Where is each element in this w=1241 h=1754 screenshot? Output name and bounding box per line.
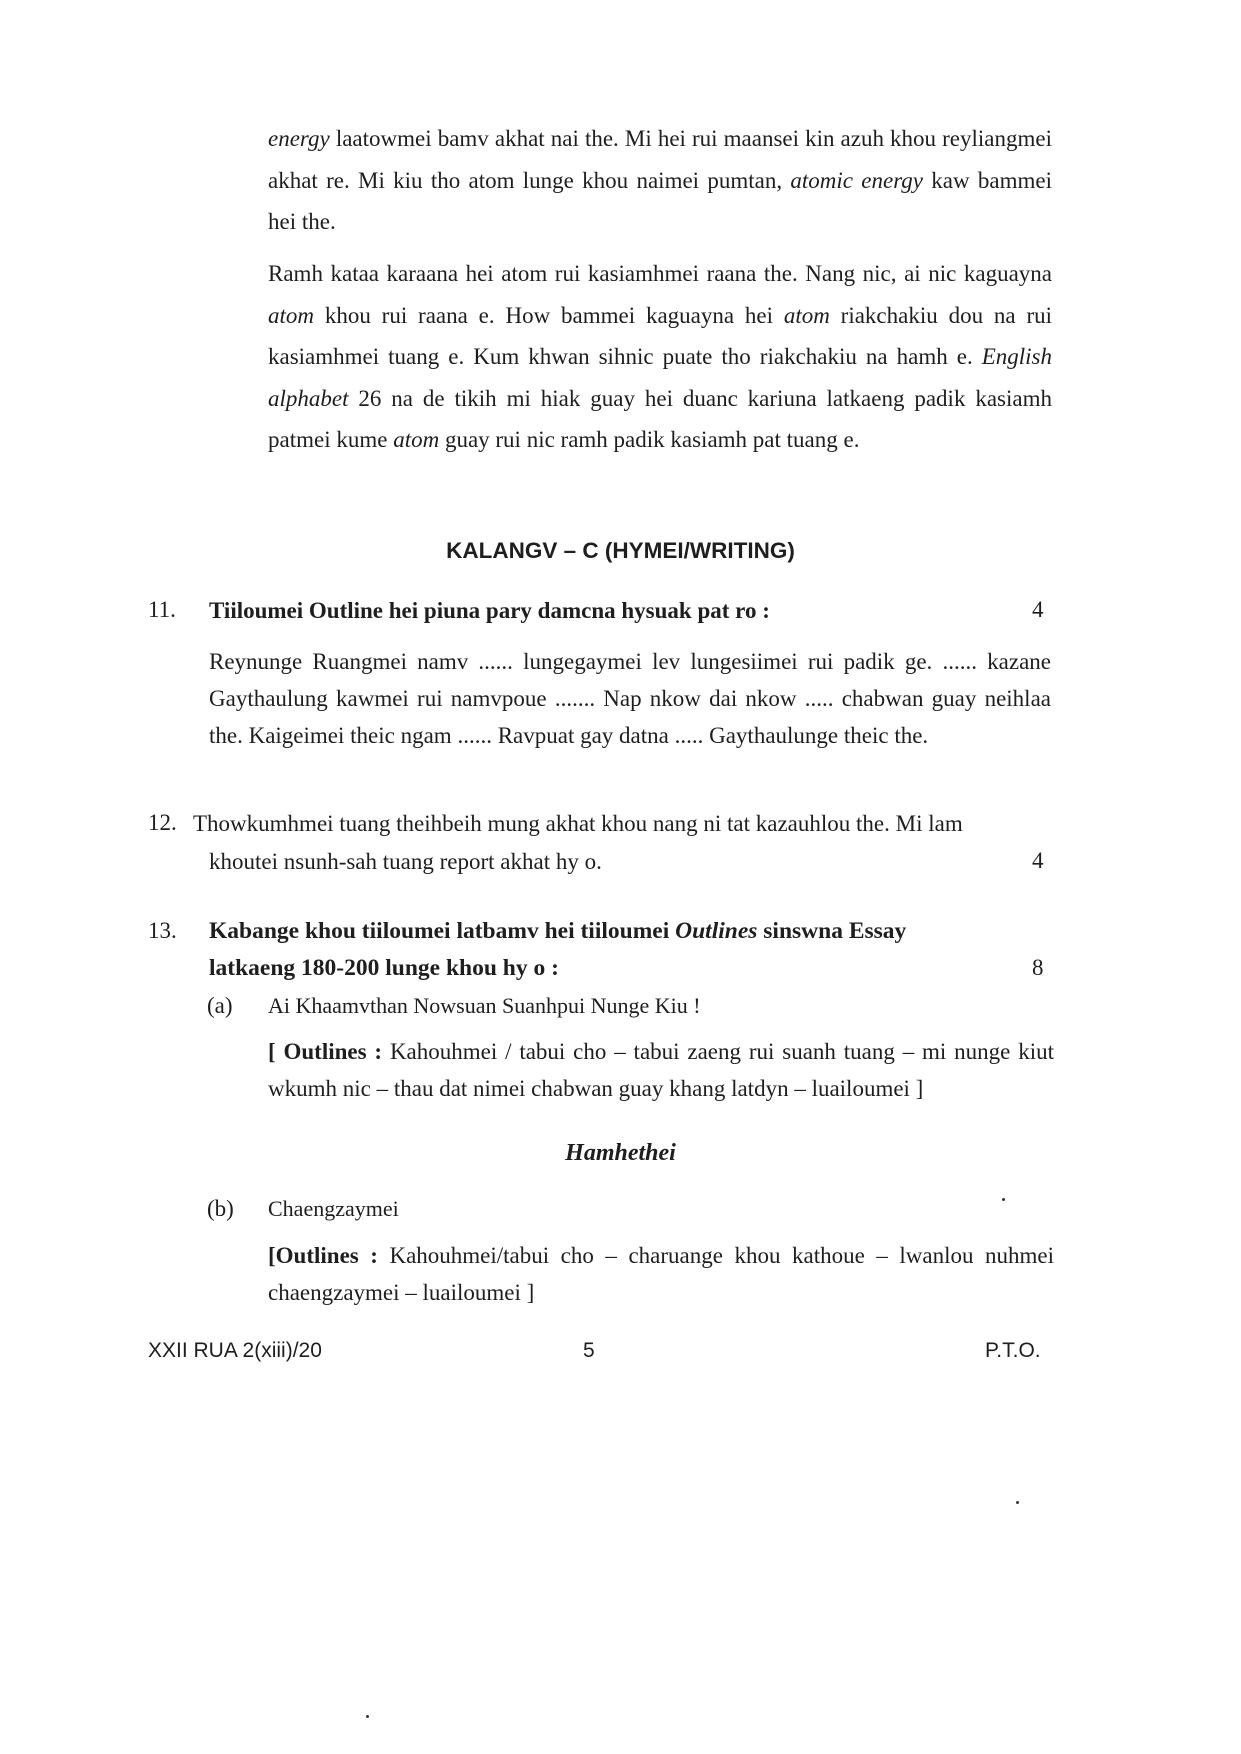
option-a-title: Ai Khaamvthan Nowsuan Suanhpui Nunge Kiu ! — [268, 993, 701, 1018]
option-a-label: (a) — [207, 993, 233, 1018]
passage-paragraph-1 — [268, 118, 1052, 243]
question-12-line-2: khoutei nsunh-sah tuang report akhat hy o. — [209, 849, 602, 874]
scan-speck — [366, 1715, 369, 1718]
question-12-number: 12. — [148, 810, 177, 835]
italic-term: atom — [783, 302, 830, 328]
question-11-number: 11. — [148, 597, 176, 622]
italic-term: energy — [268, 126, 330, 151]
question-13-number: 13. — [148, 918, 177, 943]
option-b-outlines — [268, 1237, 1054, 1311]
footer-page-number: 5 — [583, 1339, 595, 1362]
question-12-marks: 4 — [1032, 848, 1044, 873]
question-13-outlines-word: Outlines — [675, 918, 758, 944]
passage-text: Ramh kataa karaana hei atom rui kasiamhmei raana the. Nang nic, ai nic kaguayna — [268, 261, 1052, 286]
footer-pto: P.T.O. — [985, 1339, 1041, 1362]
scan-speck — [1002, 1198, 1005, 1201]
question-13-line-1 — [209, 913, 1054, 950]
question-13-line-1-part-c: sinswna Essay — [757, 918, 907, 944]
option-b-title: Chaengzaymei — [268, 1196, 399, 1221]
passage-text: riakchakiu dou na rui kasiamhmei tuang e. Kum khwan sihnic puate tho riakchakiu na hamh e. — [268, 302, 1053, 369]
passage-text: kaw bammei hei the. — [268, 167, 1053, 234]
question-12-line-1: Thowkumhmei tuang theihbeih mung akhat khou nang ni tat kazauhlou the. Mi lam — [193, 811, 963, 836]
italic-term: English alphabet — [268, 344, 1052, 411]
option-a-outlines-label: [ Outlines : — [268, 1039, 383, 1064]
italic-term: atomic energy — [790, 167, 924, 193]
question-11-marks: 4 — [1032, 597, 1044, 622]
italic-term: atom — [268, 302, 314, 328]
footer-exam-code: XXII RUA 2(xiii)/20 — [148, 1339, 322, 1362]
question-13-line-2: latkaeng 180-200 lunge khou hy o : — [209, 955, 559, 981]
passage-text: guay rui nic ramh padik kasiamh pat tuang e. — [439, 427, 860, 452]
italic-term: atom — [393, 427, 440, 452]
option-b-label: (b) — [207, 1196, 234, 1221]
option-b-outlines-text: Kahouhmei/tabui cho – charuange khou kathoue – lwanlou nuhmei chaengzaymei – luailoumei ] — [268, 1243, 1054, 1305]
passage-text: khou rui raana e. How bammei kaguayna hei — [314, 302, 784, 328]
question-13-line-1-part-a: Kabange khou tiiloumei latbamv hei tiiloumei — [209, 918, 676, 944]
question-11-body: Reynunge Ruangmei namv ...... lungegaymei lev lungesiimei rui padik ge. ...... kazane Gaythaulung kawmei rui namvpoue ....... Nap nkow dai nkow ..... chabwan guay neihlaa the. Kaigeimei theic ngam ...... Ravpuat gay datna ..... Gaythaulunge theic the. — [209, 649, 1051, 748]
section-heading: KALANGV – C (HYMEI/WRITING) — [446, 538, 795, 563]
passage-text: 26 na de tikih mi hiak guay hei duanc kariuna latkaeng padik kasiamh patmei kume — [268, 385, 1052, 452]
scan-speck — [1016, 1501, 1019, 1504]
question-11-prompt: Tiiloumei Outline hei piuna pary damcna hysuak pat ro : — [209, 598, 770, 623]
or-heading: Hamhethei — [565, 1140, 676, 1166]
passage-paragraph-2 — [268, 253, 1052, 461]
passage-text: laatowmei bamv akhat nai the. Mi hei rui maansei kin azuh khou reyliangmei akhat re. Mi kiu tho atom lunge khou naimei pumtan, — [268, 126, 1052, 193]
option-a-outlines-text: Kahouhmei / tabui cho – tabui zaeng rui suanh tuang – mi nunge kiut wkumh nic – thau dat nimei chabwan guay khang latdyn – luailoumei ] — [268, 1039, 1055, 1101]
option-a-outlines — [268, 1033, 1054, 1107]
question-13-marks: 8 — [1032, 955, 1044, 980]
option-b-outlines-label: [Outlines : — [268, 1243, 378, 1268]
